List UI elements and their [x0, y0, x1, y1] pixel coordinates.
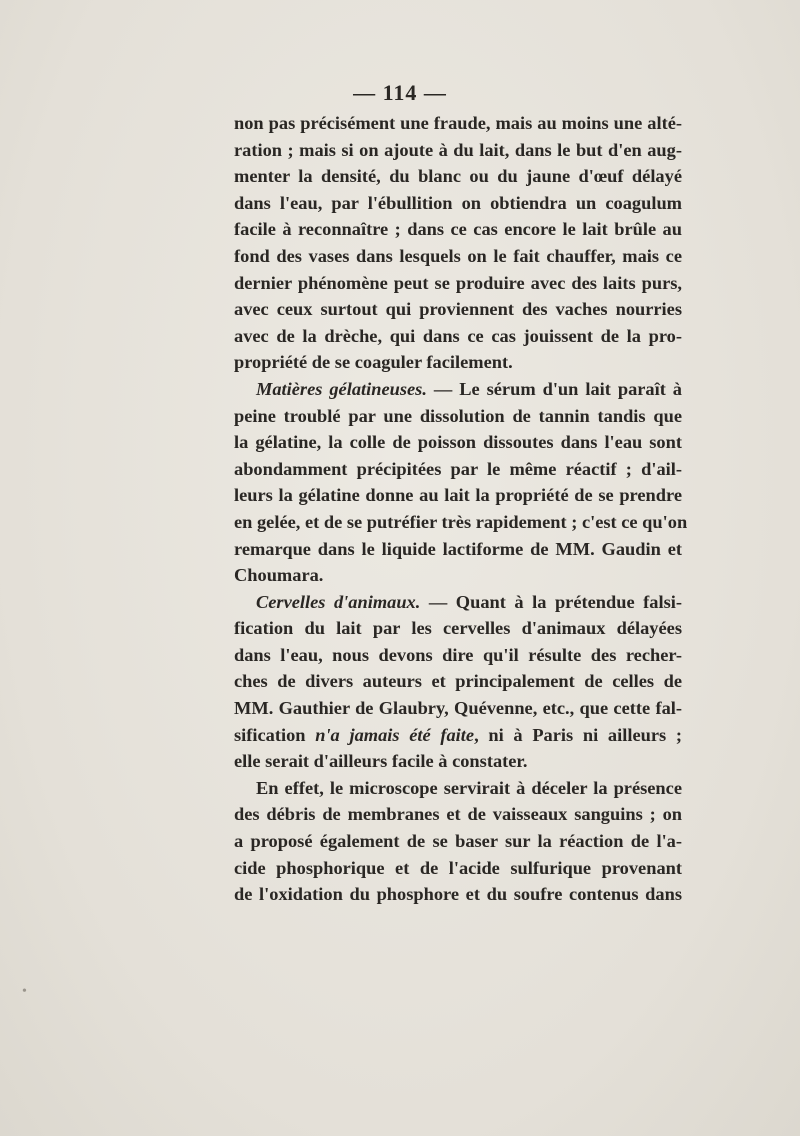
text-run: des débris de membranes et de vaisseaux sanguins ; on — [234, 804, 682, 825]
text-line — [234, 110, 682, 137]
text-line — [234, 722, 682, 749]
text-line — [234, 190, 682, 217]
text-run: — Le sérum d'un lait paraît à — [426, 378, 683, 399]
text-run: En effet, le microscope servirait à déceler la présence — [256, 777, 682, 798]
text-run: abondamment précipitées par le même réactif ; d'ail- — [234, 458, 682, 479]
text-run: a proposé également de se baser sur la réaction de l'a- — [234, 831, 682, 852]
text-run: , ni à Paris ni ailleurs ; — [474, 724, 682, 745]
text-line — [234, 243, 682, 270]
text-line — [234, 429, 682, 456]
text-run: la gélatine, la colle de poisson dissoutes dans l'eau sont — [234, 432, 682, 453]
text-run: dans l'eau, par l'ébullition on obtiendra un coagulum — [234, 192, 682, 213]
text-run: sification — [234, 724, 316, 745]
text-line — [234, 163, 682, 190]
text-run: de l'oxidation du phosphore et du soufre contenus dans — [234, 884, 682, 905]
text-line — [234, 376, 682, 403]
text-run: en gelée, et de se putréfier très rapidement ; c'est ce qu'on — [234, 511, 688, 532]
text-run: leurs la gélatine donne au lait la propriété de se prendre — [234, 485, 682, 506]
italic-run: n'a jamais été faite — [315, 724, 475, 745]
text-line — [234, 828, 682, 855]
text-run: dans l'eau, nous devons dire qu'il résulte des recher- — [234, 644, 682, 665]
text-line — [234, 216, 682, 243]
page-speck: • — [22, 984, 27, 999]
text-run: avec ceux surtout qui proviennent des vaches nourries — [234, 299, 682, 320]
text-run: — Quant à la prétendue falsi- — [420, 591, 682, 612]
page-body-text — [234, 110, 688, 908]
text-line — [234, 562, 682, 589]
text-run: non pas précisément une fraude, mais au moins une alté- — [234, 113, 682, 133]
text-line — [234, 801, 682, 828]
text-line — [234, 589, 682, 616]
text-line — [234, 482, 682, 509]
text-run: elle serait d'ailleurs facile à constater. — [234, 751, 528, 772]
text-line — [234, 349, 682, 376]
text-line — [234, 456, 682, 483]
page-number: — 114 — — [353, 80, 447, 105]
text-line — [234, 615, 682, 642]
text-run: fond des vases dans lesquels on le fait chauffer, mais ce — [234, 245, 682, 266]
text-run: avec de la drèche, qui dans ce cas jouissent de la pro- — [234, 325, 682, 346]
text-line — [234, 296, 682, 323]
text-line — [234, 403, 682, 430]
text-line — [234, 775, 682, 802]
text-run: peine troublé par une dissolution de tannin tandis que — [234, 405, 682, 426]
text-line — [234, 323, 682, 350]
text-line — [234, 536, 682, 563]
text-line — [234, 270, 682, 297]
text-run: facile à reconnaître ; dans ce cas encore le lait brûle au — [234, 219, 682, 240]
text-line — [234, 509, 688, 536]
text-run: remarque dans le liquide lactiforme de MM. Gaudin et — [234, 538, 682, 559]
text-line — [234, 642, 682, 669]
text-line — [234, 695, 682, 722]
text-line — [234, 748, 682, 775]
italic-run: Cervelles d'animaux. — [256, 591, 421, 612]
text-run: Choumara. — [234, 565, 324, 586]
text-line — [234, 855, 682, 882]
text-line — [234, 881, 682, 908]
text-line — [234, 668, 682, 695]
text-run: fication du lait par les cervelles d'animaux délayées — [234, 618, 682, 639]
text-line — [234, 137, 682, 164]
text-run: ches de divers auteurs et principalement de celles de — [234, 671, 682, 692]
text-run: propriété de se coaguler facilement. — [234, 352, 513, 373]
text-run: ration ; mais si on ajoute à du lait, dans le but d'en aug- — [234, 139, 682, 160]
text-run: menter la densité, du blanc ou du jaune d'œuf délayé — [234, 166, 682, 187]
italic-run: Matières gélatineuses. — [256, 378, 427, 399]
text-run: MM. Gauthier de Glaubry, Quévenne, etc., que cette fal- — [234, 698, 682, 719]
text-run: cide phosphorique et de l'acide sulfurique provenant — [234, 857, 682, 878]
text-run: dernier phénomène peut se produire avec des laits purs, — [234, 272, 682, 293]
